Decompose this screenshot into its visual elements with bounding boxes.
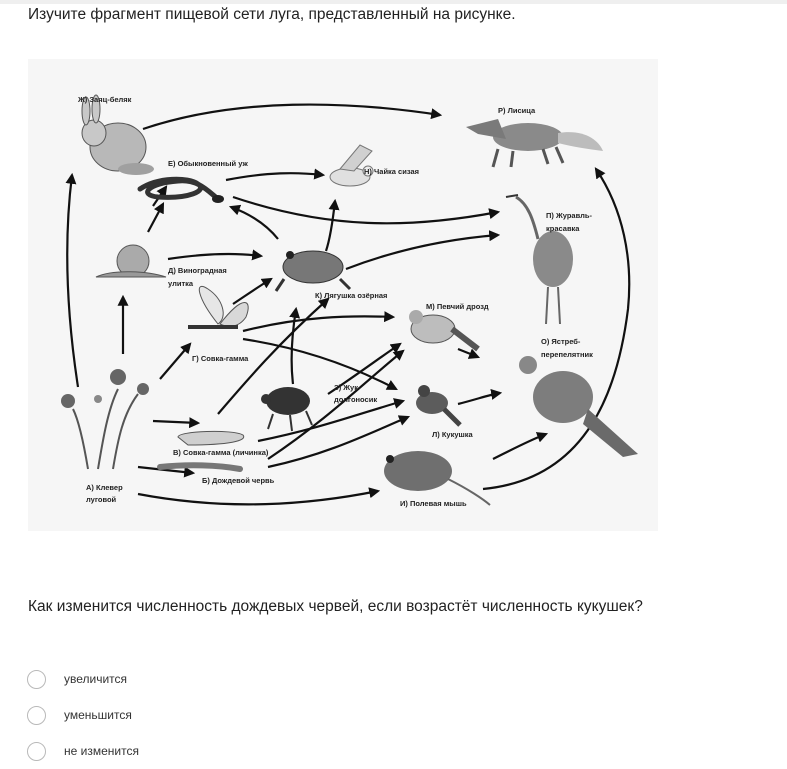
label-clover-part1: А) Клевер bbox=[86, 483, 123, 492]
label-thrush: М) Певчий дрозд bbox=[426, 302, 489, 311]
label-moth: Г) Совка-гамма bbox=[192, 354, 249, 363]
label-crane-part2: красавка bbox=[546, 224, 580, 234]
label-clover-part2: луговой bbox=[86, 495, 117, 505]
top-divider bbox=[0, 0, 787, 4]
task-intro: Изучите фрагмент пищевой сети луга, представленный на рисунке. bbox=[28, 6, 516, 23]
label-clover bbox=[86, 483, 123, 505]
radio-button[interactable] bbox=[27, 742, 46, 761]
larva-image bbox=[178, 431, 244, 445]
label-hawk-part2: перепелятник bbox=[541, 350, 593, 360]
question-text: Как изменится численность дождевых червей, если возрастёт численность кукушек? bbox=[28, 598, 643, 615]
option-label: не изменится bbox=[64, 744, 139, 758]
label-weevil bbox=[334, 383, 377, 405]
weevil-image bbox=[261, 387, 312, 431]
snail-image bbox=[96, 245, 166, 277]
label-larva: В) Совка-гамма (личинка) bbox=[173, 448, 269, 457]
gull-image bbox=[330, 145, 373, 186]
arrow-mouse-hawk bbox=[493, 434, 546, 459]
frog-image bbox=[276, 251, 350, 291]
arrow-weevil-frog bbox=[292, 309, 296, 384]
arrow-moth-thrush bbox=[243, 316, 393, 331]
option-label: увеличится bbox=[64, 672, 128, 686]
fox-image bbox=[466, 119, 603, 167]
label-snail bbox=[168, 266, 227, 289]
arrow-snail-frog bbox=[168, 254, 261, 259]
arrow-moth-frog bbox=[233, 279, 271, 304]
label-frog: К) Лягушка озёрная bbox=[315, 291, 388, 300]
label-snail-part2: улитка bbox=[168, 279, 194, 289]
mouse-image bbox=[384, 451, 490, 505]
label-gull: Н) Чайка сизая bbox=[364, 167, 420, 176]
label-snake bbox=[168, 159, 248, 168]
label-hawk-part1: О) Ястреб- bbox=[541, 337, 581, 346]
radio-button[interactable] bbox=[27, 670, 46, 689]
arrow-frog-snake bbox=[231, 207, 278, 239]
thrush-image bbox=[409, 310, 478, 349]
answer-option-decrease[interactable] bbox=[27, 704, 132, 726]
arrow-snake-crane bbox=[233, 197, 498, 223]
food-web-figure bbox=[28, 59, 658, 531]
arrow-frog-gull bbox=[326, 201, 335, 251]
arrow-cuckoo-hawk bbox=[458, 393, 500, 404]
answer-option-no-change[interactable] bbox=[27, 740, 139, 762]
arrow-hare-fox bbox=[143, 105, 440, 129]
arrow-frog-crane bbox=[346, 235, 498, 269]
arrow-clover-moth bbox=[160, 344, 190, 379]
arrow-snake-gull bbox=[226, 173, 323, 180]
snake-image bbox=[140, 179, 224, 203]
label-snake-part1: Е) Обыкновенный bbox=[168, 159, 237, 168]
label-crane bbox=[546, 211, 592, 234]
label-snail-part1: Д) Виноградная bbox=[168, 266, 227, 275]
label-hare: Ж) Заяц-беляк bbox=[78, 95, 132, 104]
label-hawk bbox=[541, 337, 593, 360]
arrow-clover-mouse bbox=[138, 491, 378, 504]
label-snake-part2: уж bbox=[238, 159, 248, 168]
answer-option-increase[interactable] bbox=[27, 668, 127, 690]
cuckoo-image bbox=[416, 385, 460, 425]
label-worm: Б) Дождевой червь bbox=[202, 476, 275, 485]
worm-image bbox=[160, 465, 240, 469]
arrow-clover-hare bbox=[67, 175, 78, 387]
label-cuckoo: Л) Кукушка bbox=[432, 430, 473, 439]
label-mouse: И) Полевая мышь bbox=[400, 499, 467, 508]
radio-button[interactable] bbox=[27, 706, 46, 725]
label-weevil-part1: З) Жук- bbox=[334, 383, 361, 392]
label-fox: Р) Лисица bbox=[498, 106, 536, 115]
arrow-snail-snake bbox=[148, 204, 163, 232]
option-label: уменьшится bbox=[64, 708, 132, 722]
label-crane-part1: П) Журавль- bbox=[546, 211, 592, 220]
moth-image bbox=[188, 286, 248, 327]
hare-image bbox=[82, 95, 154, 175]
label-weevil-part2: долгоносик bbox=[334, 395, 378, 405]
clover-image bbox=[61, 369, 149, 469]
arrow-clover-larva bbox=[153, 421, 198, 423]
